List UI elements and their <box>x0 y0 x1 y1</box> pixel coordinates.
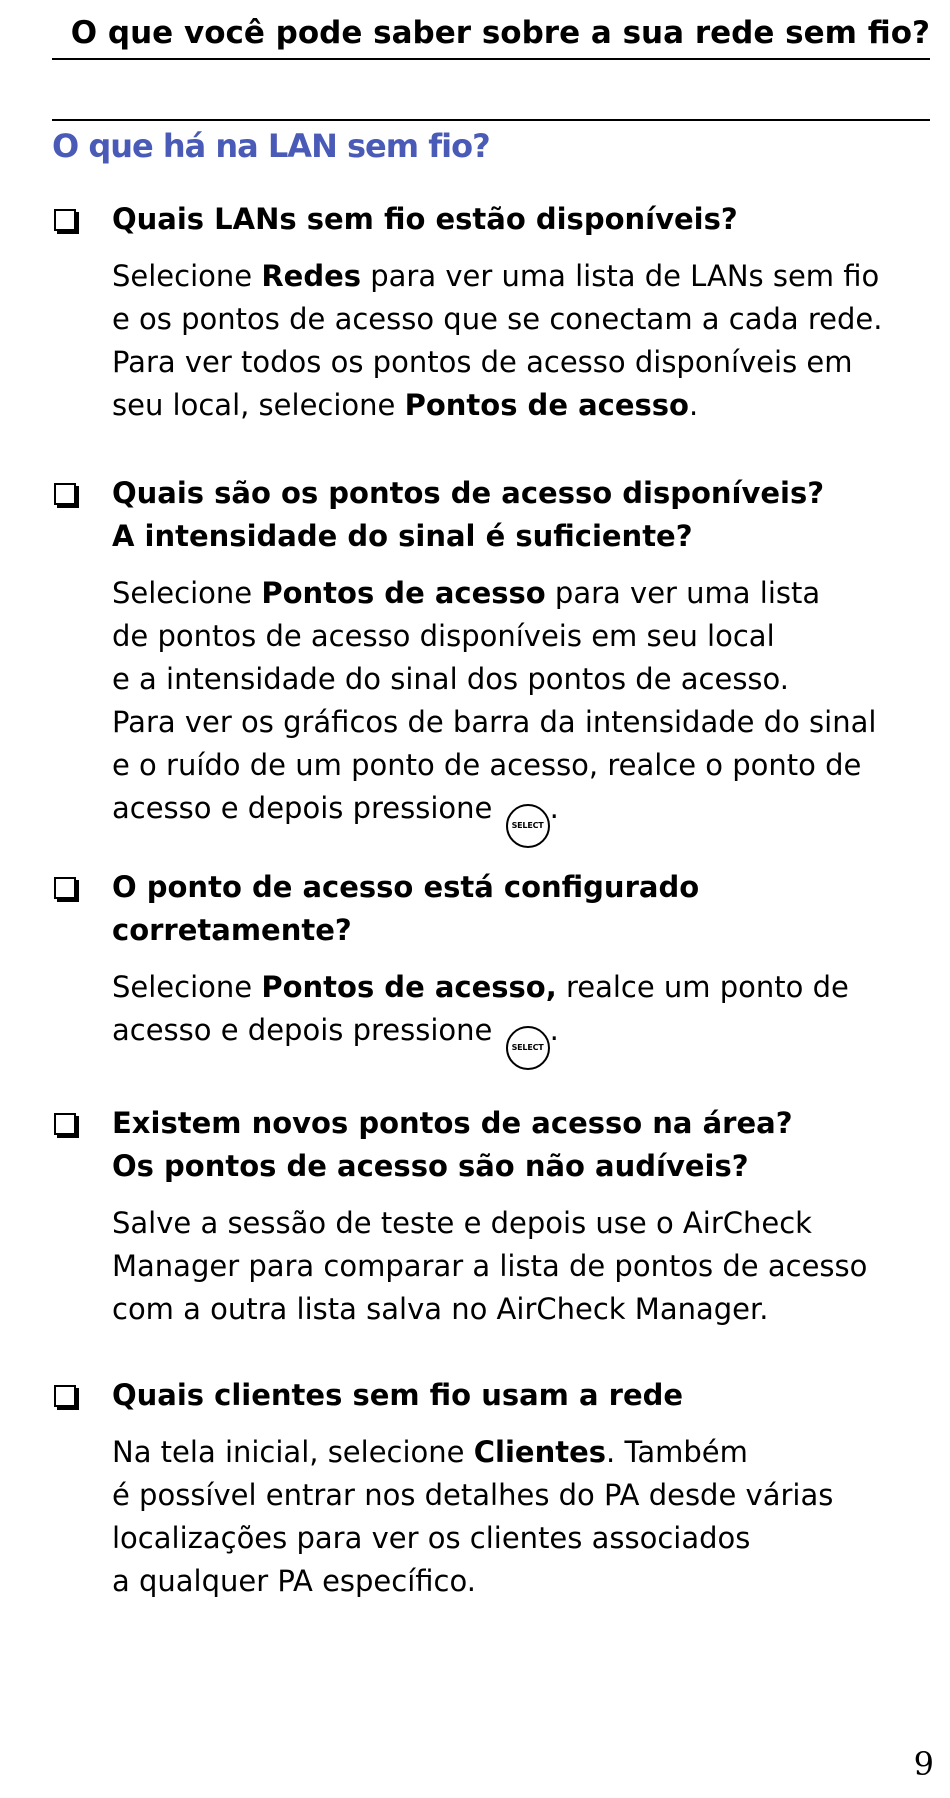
question-heading: Quais são os pontos de acesso disponíveis? A intensidade do sinal é suficiente? <box>52 472 932 558</box>
section-rule <box>52 119 930 121</box>
answer-text: Na tela inicial, selecione Clientes. Também é possível entrar nos detalhes do PA desde várias localizações para ver os clientes associados a qualquer PA específico. <box>112 1435 834 1598</box>
checklist-item <box>52 472 932 848</box>
checkbox-icon <box>54 877 76 899</box>
checkbox-icon <box>54 1113 76 1135</box>
select-button-icon: SELECT <box>506 804 550 848</box>
page-header: O que você pode saber sobre a sua rede sem fio? <box>70 15 930 51</box>
question-heading: Quais LANs sem fio estão disponíveis? <box>52 198 932 241</box>
checkbox-icon <box>54 209 76 231</box>
select-button-icon: SELECT <box>506 1026 550 1070</box>
checklist-item <box>52 198 932 427</box>
checkbox-icon <box>54 1385 76 1407</box>
header-rule <box>52 58 930 60</box>
page-number: 9 <box>913 1745 934 1783</box>
section-title: O que há na LAN sem fio? <box>52 127 490 165</box>
answer-text: Salve a sessão de teste e depois use o AirCheck Manager para comparar a lista de pontos de acesso com a outra lista salva no AirCheck Manager. <box>112 1206 868 1326</box>
answer-text: Selecione Redes para ver uma lista de LANs sem fio e os pontos de acesso que se conectam a cada rede. Para ver todos os pontos de acesso disponíveis em seu local, selecione Pontos de acesso. <box>112 259 883 422</box>
checklist-item <box>52 1102 932 1331</box>
checklist-item <box>52 866 932 1070</box>
question-heading: Existem novos pontos de acesso na área? Os pontos de acesso são não audíveis? <box>52 1102 932 1188</box>
question-heading: O ponto de acesso está configurado corretamente? <box>52 866 932 952</box>
answer-text: Selecione Pontos de acesso, realce um ponto de acesso e depois pressione SELECT. <box>52 966 932 1070</box>
answer-text: Selecione Pontos de acesso para ver uma lista de pontos de acesso disponíveis em seu local e a intensidade do sinal dos pontos de acesso. Para ver os gráficos de barra da intensidade do sinal e o ruído de um ponto de acesso, realce o ponto de acesso e depois pressione SELECT. <box>52 572 932 848</box>
checkbox-icon <box>54 483 76 505</box>
question-heading: Quais clientes sem fio usam a rede <box>52 1374 932 1417</box>
checklist-item <box>52 1374 932 1603</box>
